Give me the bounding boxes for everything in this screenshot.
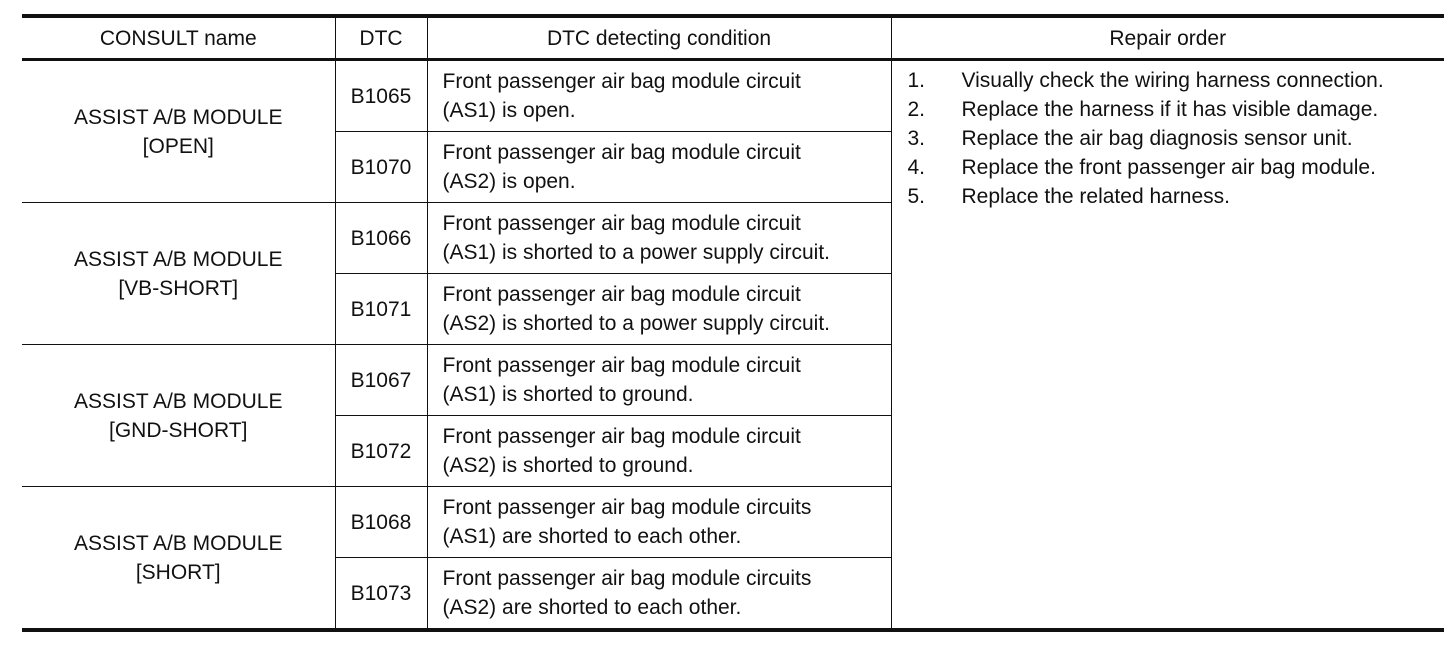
consult-name-line1: ASSIST A/B MODULE [73, 105, 283, 129]
repair-step-text: Replace the related harness. [961, 185, 1230, 208]
consult-name-cell [22, 345, 335, 487]
condition-line1: Front passenger air bag module circuits [442, 567, 812, 590]
condition-line2: (AS1) are shorted to each other. [442, 525, 742, 548]
condition-line2: (AS2) is shorted to ground. [442, 454, 694, 477]
condition-cell [427, 345, 891, 416]
dtc-code: B1066 [335, 203, 427, 274]
dtc-code: B1070 [335, 132, 427, 203]
table-header-row [22, 16, 1444, 60]
condition-line1: Front passenger air bag module circuit [442, 283, 801, 306]
condition-line1: Front passenger air bag module circuit [442, 212, 801, 235]
repair-step-text: Replace the front passenger air bag module. [961, 156, 1376, 179]
condition-cell [427, 416, 891, 487]
repair-step-text: Replace the air bag diagnosis sensor unit. [961, 127, 1353, 150]
dtc-code: B1067 [335, 345, 427, 416]
consult-name-line1: ASSIST A/B MODULE [73, 389, 283, 413]
header-condition: DTC detecting condition [427, 16, 891, 60]
consult-name-line2: [VB-SHORT] [118, 276, 239, 300]
dtc-table [22, 14, 1444, 632]
dtc-code: B1068 [335, 487, 427, 558]
repair-steps-list [892, 66, 1445, 211]
condition-line1: Front passenger air bag module circuit [442, 354, 801, 377]
repair-order-cell [891, 60, 1444, 631]
consult-name-line2: [SHORT] [135, 560, 221, 584]
header-dtc: DTC [335, 16, 427, 60]
condition-cell [427, 203, 891, 274]
header-consult-name: CONSULT name [22, 16, 335, 60]
header-repair-order: Repair order [891, 16, 1444, 60]
consult-name-line1: ASSIST A/B MODULE [73, 531, 283, 555]
condition-line2: (AS1) is shorted to a power supply circuit. [442, 241, 830, 264]
dtc-code: B1065 [335, 60, 427, 132]
repair-step-number: 4. [907, 156, 926, 179]
condition-cell [427, 487, 891, 558]
repair-step [892, 124, 1445, 153]
condition-line2: (AS1) is shorted to ground. [442, 383, 694, 406]
condition-line1: Front passenger air bag module circuit [442, 70, 801, 93]
dtc-code: B1071 [335, 274, 427, 345]
repair-step-number: 2. [907, 98, 926, 121]
consult-name-line2: [GND-SHORT] [109, 418, 248, 442]
dtc-code: B1072 [335, 416, 427, 487]
repair-step-text: Visually check the wiring harness connection. [961, 69, 1384, 92]
dtc-code: B1073 [335, 558, 427, 631]
condition-line1: Front passenger air bag module circuit [442, 425, 801, 448]
table-row [22, 60, 1444, 132]
repair-step-number: 3. [907, 127, 926, 150]
repair-step-text: Replace the harness if it has visible damage. [961, 98, 1379, 121]
condition-line2: (AS2) are shorted to each other. [442, 596, 742, 619]
repair-step [892, 182, 1445, 211]
repair-step-number: 1. [907, 69, 926, 92]
dtc-table-container [22, 14, 1444, 632]
repair-step [892, 66, 1445, 95]
condition-line2: (AS2) is open. [442, 170, 576, 193]
repair-step [892, 153, 1445, 182]
condition-line1: Front passenger air bag module circuits [442, 496, 812, 519]
condition-cell [427, 558, 891, 631]
condition-cell [427, 132, 891, 203]
condition-line1: Front passenger air bag module circuit [442, 141, 801, 164]
condition-line2: (AS1) is open. [442, 99, 576, 122]
consult-name-line1: ASSIST A/B MODULE [73, 247, 283, 271]
condition-line2: (AS2) is shorted to a power supply circuit. [442, 312, 830, 335]
consult-name-cell [22, 487, 335, 631]
repair-step-number: 5. [907, 185, 926, 208]
consult-name-cell [22, 60, 335, 203]
condition-cell [427, 274, 891, 345]
condition-cell [427, 60, 891, 132]
consult-name-cell [22, 203, 335, 345]
consult-name-line2: [OPEN] [142, 134, 214, 158]
repair-step [892, 95, 1445, 124]
